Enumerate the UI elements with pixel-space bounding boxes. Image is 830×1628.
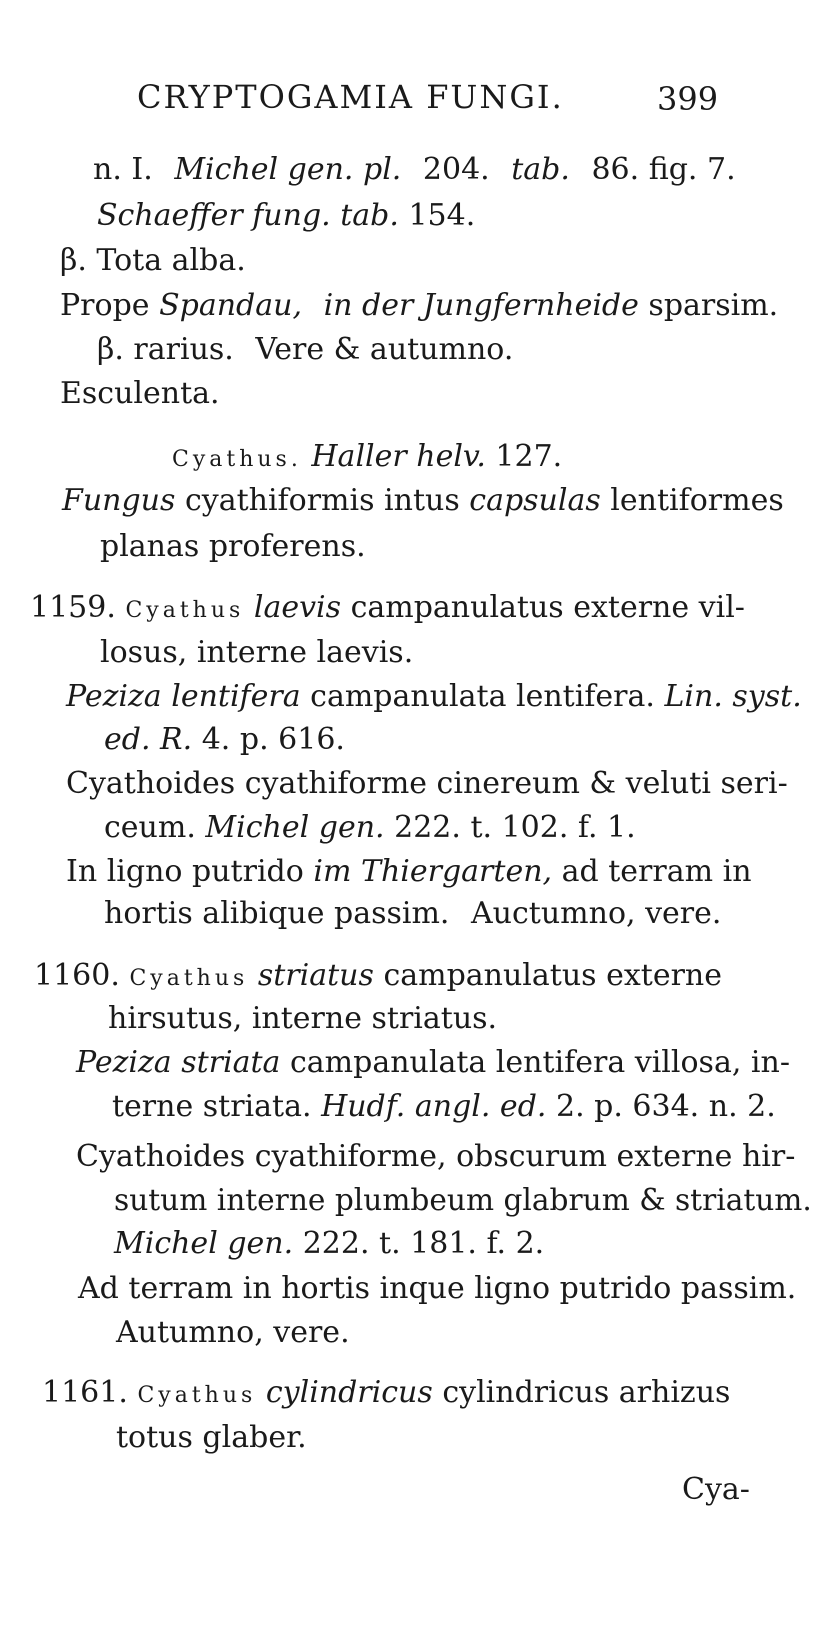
text-line: Cyathoides cyathiforme, obscurum externe hir- (76, 1139, 796, 1174)
species-entry: 1160. Cyathus striatus campanulatus externe (34, 958, 722, 993)
text-line: Ad terram in hortis inque ligno putrido passim. (78, 1271, 797, 1306)
text-line: In ligno putrido im Thiergarten, ad terram in (66, 854, 752, 889)
text-line: Peziza lentifera campanulata lentifera. Lin. syst. (66, 679, 802, 714)
running-title: CRYPTOGAMIA FUNGI. (137, 78, 564, 116)
text-line: Cyathoides cyathiforme cinereum & veluti seri- (66, 766, 788, 801)
text-line: Schaeffer fung. tab. 154. (97, 198, 476, 233)
genus-heading: Cyathus. Haller helv. 127. (172, 439, 563, 474)
text-line: β. rarius. Vere & autumno. (97, 332, 514, 367)
text-line: hirsutus, interne striatus. (108, 1001, 498, 1036)
species-entry: 1161. Cyathus cylindricus cylindricus arhizus (42, 1375, 731, 1410)
text-line: losus, interne laevis. (100, 635, 414, 670)
text-line: Michel gen. 222. t. 181. f. 2. (114, 1226, 545, 1261)
text-line: planas proferens. (100, 529, 366, 564)
text-line: ed. R. 4. p. 616. (104, 722, 345, 757)
text-line: sutum interne plumbeum glabrum & striatum. (114, 1183, 812, 1218)
text-line: terne striata. Hudf. angl. ed. 2. p. 634. n. 2. (112, 1089, 776, 1124)
page-number: 399 (657, 80, 719, 118)
text-line: Peziza striata campanulata lentifera villosa, in- (76, 1045, 790, 1080)
text-line: Autumno, vere. (116, 1315, 350, 1350)
text-line: Prope Spandau, in der Jungfernheide sparsim. (60, 288, 779, 323)
text-line: hortis alibique passim. Auctumno, vere. (104, 896, 722, 931)
text-line: ceum. Michel gen. 222. t. 102. f. 1. (104, 810, 636, 845)
species-entry: 1159. Cyathus laevis campanulatus externe vil- (30, 590, 745, 625)
text-line: n. I. Michel gen. pl. 204. tab. 86. fig. 7. (93, 152, 736, 187)
text-line: β. Tota alba. (60, 243, 246, 278)
text-line: Esculenta. (60, 376, 220, 411)
text-line: totus glaber. (116, 1420, 307, 1455)
text-line: Fungus cyathiformis intus capsulas lentiformes (62, 483, 784, 518)
catchword: Cya- (682, 1472, 750, 1507)
